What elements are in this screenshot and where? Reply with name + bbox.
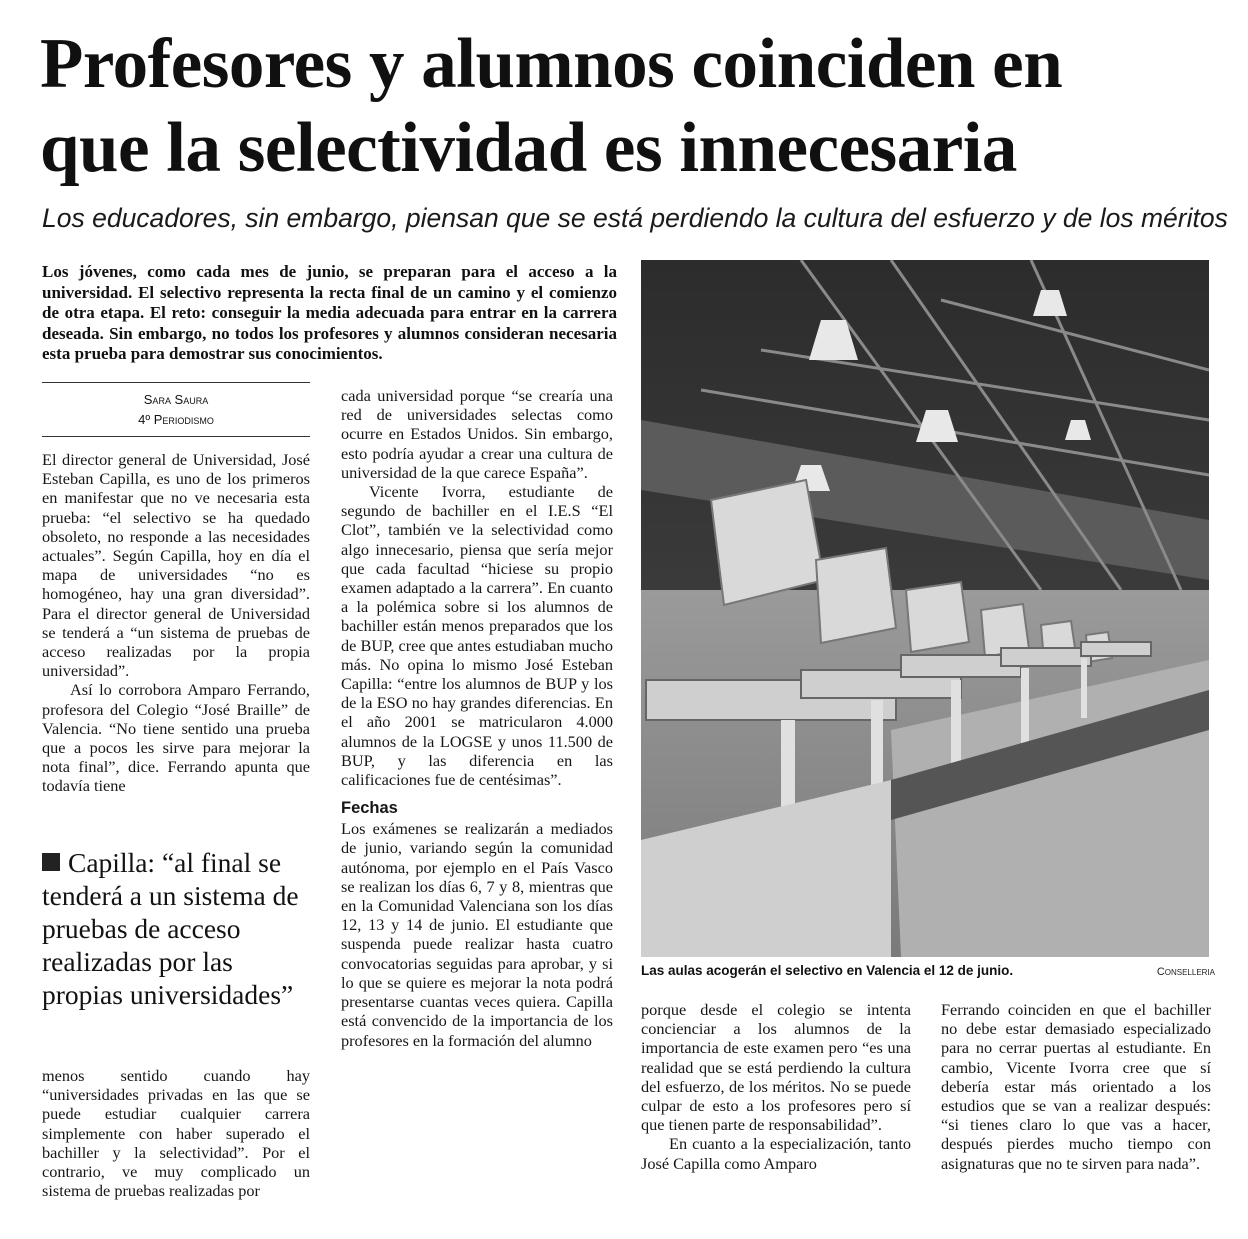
byline-bottom-rule (42, 436, 310, 437)
photo-caption: Las aulas acogerán el selectivo en Valencia el 12 de junio. (641, 963, 1014, 978)
col2-paragraph-1: cada universidad porque “se crearía una red de universidades selectas como ocurre en Estados Unidos. Sin embargo, esto podría ayudar a crear una cultura de universidad de la que carece España”. (341, 386, 613, 482)
section-heading-fechas: Fechas (341, 799, 398, 818)
photo-credit: Conselleria (1156, 966, 1215, 978)
pull-quote-text: Capilla: “al final se tenderá a un sistema de pruebas de acceso realizadas por las propias universidades” (42, 847, 299, 1010)
col3-paragraph-2: En cuanto a la especialización, tanto José Capilla como Amparo (641, 1134, 911, 1173)
lead-paragraph: Los jóvenes, como cada mes de junio, se preparan para el acceso a la universidad. El selectivo representa la recta final de un camino y el comienzo de otra etapa. El reto: conseguir la media adecuada para entrar en la carrera deseada. Sin embargo, no todos los profesores y alumnos consideran necesaria esta prueba para demostrar sus conocimientos. (42, 262, 617, 364)
headline-line-1: Profesores y alumnos coinciden en (40, 25, 1063, 103)
byline-rule (42, 382, 310, 383)
classroom-photo (641, 260, 1209, 957)
subheadline: Los educadores, sin embargo, piensan que se está perdiendo la cultura del esfuerzo y de los méritos (42, 203, 1228, 233)
column-3 (641, 1000, 911, 1173)
column-1-bottom (42, 1066, 310, 1200)
headline-line-2: que la selectividad es innecesaria (40, 109, 1017, 187)
column-4 (941, 1000, 1211, 1173)
column-2 (341, 386, 613, 1050)
byline-author: Sara Saura (143, 392, 209, 407)
col4-paragraph-1: Ferrando coinciden en que el bachiller no debe estar demasiado especializado para no cerrar puertas al estudiante. En cambio, Vicente Ivorra cree que sí debería estar más orientado a los estudios que se van a realizar después: “si tienes claro lo que vas a hacer, después pierdes mucho tiempo con asignaturas que no te sirven para nada”. (941, 1000, 1211, 1173)
col1-paragraph-3: menos sentido cuando hay “universidades privadas en las que se puede estudiar cualquier carrera simplemente con haber superado el bachiller y la selectividad”. Por el contrario, ve muy complicado un sistema de pruebas realizadas por (42, 1066, 310, 1201)
byline-role: 4º Periodismo (138, 412, 214, 427)
col2-paragraph-2: Vicente Ivorra, estudiante de segundo de bachiller en el I.E.S “El Clot”, también ve la selectividad como algo innecesario, piensa que sería mejor que cada facultad “hiciese su propio examen adaptado a la carrera”. En cuanto a la polémica sobre si los alumnos de bachiller están menos preparados que los de BUP, cree que antes estudiaban mucho más. No opina lo mismo José Esteban Capilla: “entre los alumnos de BUP y los de la ESO no hay grandes diferencias. En el año 2001 se matricularon 4.000 alumnos de la LOGSE y unos 11.500 de BUP, y las diferencia en las calificaciones fue de centésimas”. (341, 482, 613, 790)
headline (40, 22, 1230, 190)
col2-paragraph-3: Los exámenes se realizarán a mediados de junio, variando según la comunidad autónoma, por ejemplo en el País Vasco se realizan los días 6, 7 y 8, mientras que en la Comunidad Valenciana son los días 12, 13 y 14 de junio. El estudiante que suspenda puede realizar hasta cuatro convocatorias seguidas para aprobar, y si lo que se quiere es mejorar la nota podrá presentarse cuantas veces quiera. Capilla está convencido de la importancia de los profesores en la formación del alumno (341, 819, 613, 1050)
col1-paragraph-2: Así lo corrobora Amparo Ferrando, profesora del Colegio “José Braille” de Valencia. “No tiene sentido una prueba que a pocos les sirve para mejorar la nota final”, dice. Ferrando apunta que todavía tiene (42, 680, 310, 796)
classroom-photo-image (641, 260, 1209, 957)
pull-quote (42, 846, 312, 1011)
column-1-top (42, 450, 310, 796)
col1-paragraph-1: El director general de Universidad, José Esteban Capilla, es uno de los primeros en manifestar que no ve necesaria esta prueba: “el selectivo se ha quedado obsoleto, no responde a las necesidades actuales”. Según Capilla, hoy en día el mapa de universidades “no es homogéneo, hay una gran diversidad”. Para el director general de Universidad se tenderá a “un sistema de pruebas de acceso realizadas por la propia universidad”. (42, 450, 310, 681)
byline (42, 390, 310, 430)
col3-paragraph-1: porque desde el colegio se intenta concienciar a los alumnos de la importancia de este examen pero “es una realidad que se está perdiendo la cultura del esfuerzo, de los méritos. No se puede culpar de esto a los profesores pero sí que tienen parte de responsabilidad”. (641, 1000, 911, 1135)
square-bullet-icon (42, 853, 60, 871)
